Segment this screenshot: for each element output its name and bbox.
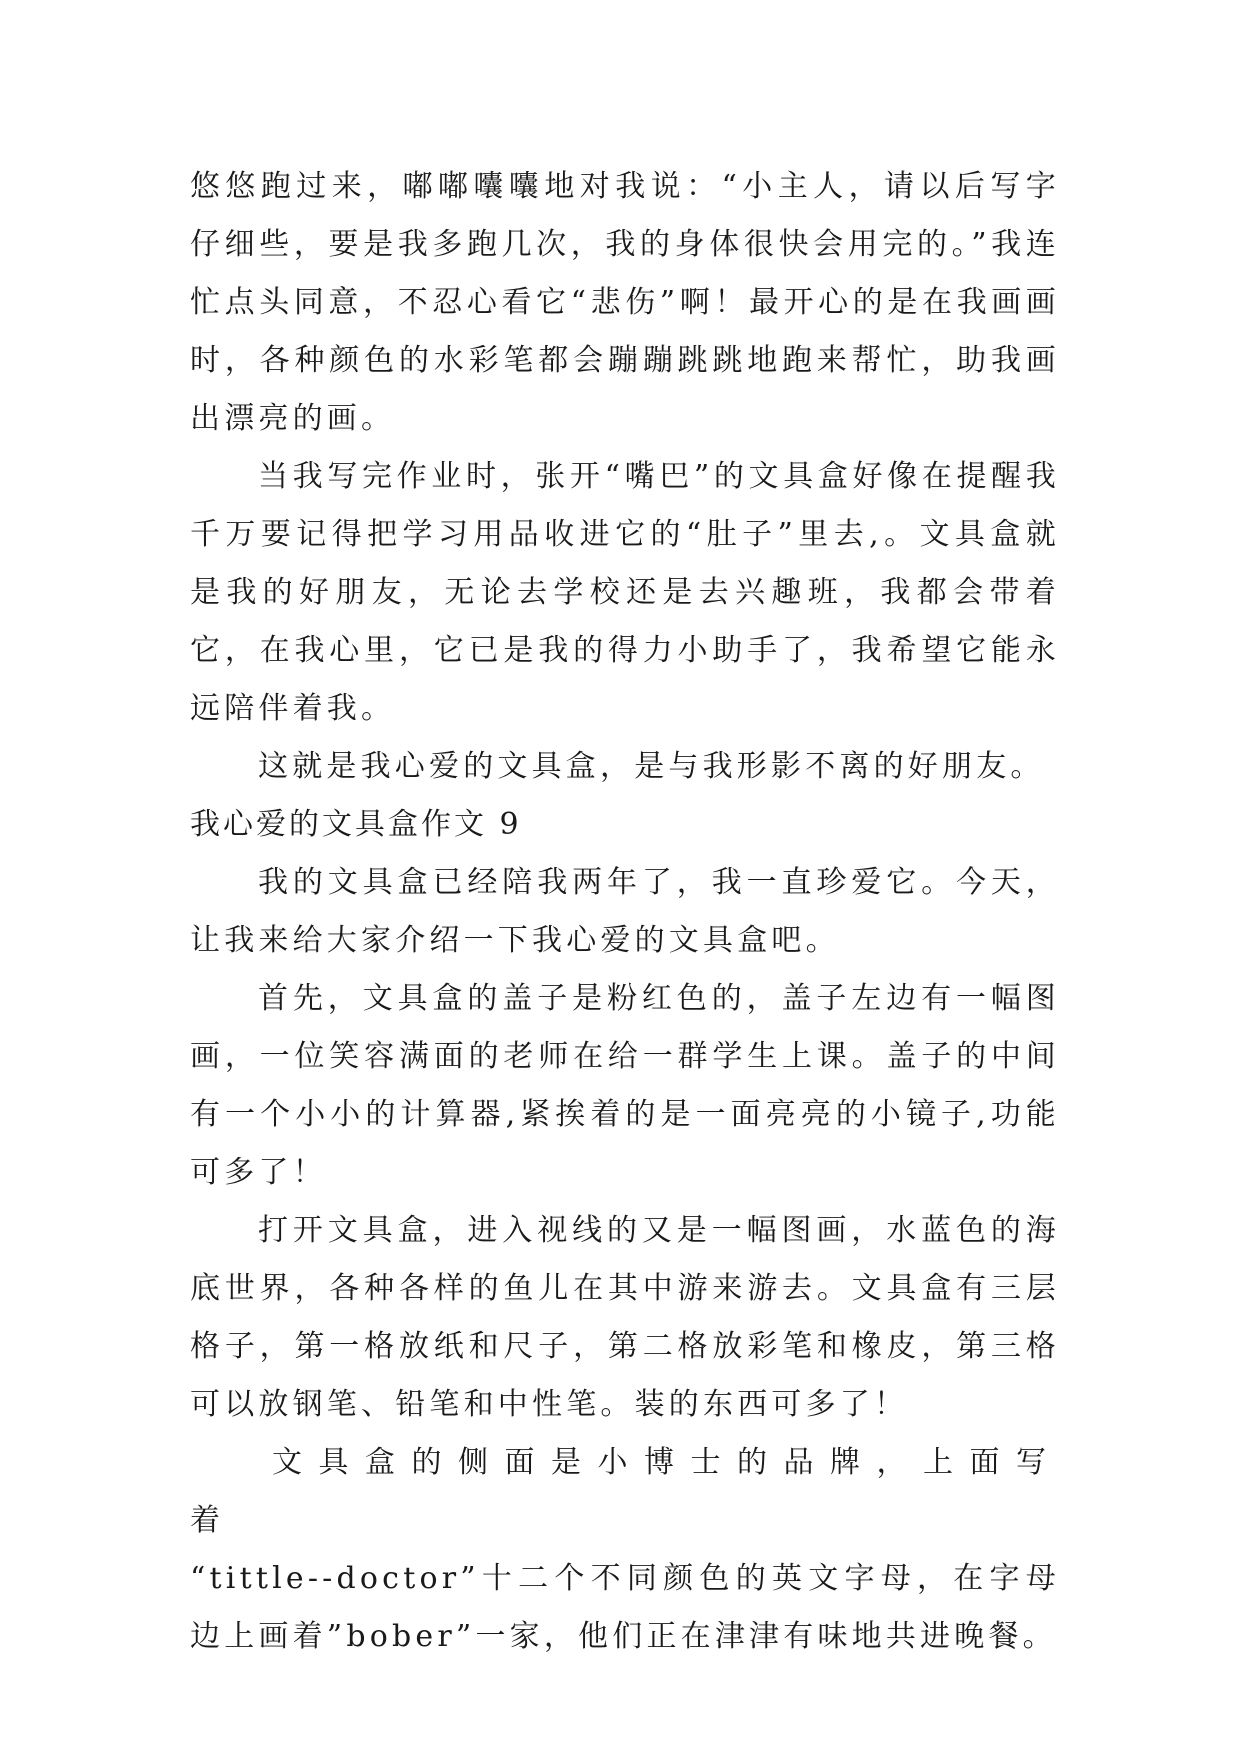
paragraph-homework: 当我写完作业时，张开“嘴巴”的文具盒好像在提醒我千万要记得把学习用品收进它的“肚子”里去,。文具盒就是我的好朋友，无论去学校还是去兴趣班，我都会带着它，在我心里，它已是我的得力小助手了，我希望它能永远陪伴着我。	[190, 459, 1060, 726]
paragraph-lid: 首先，文具盒的盖子是粉红色的，盖子左边有一幅图画，一位笑容满面的老师在给一群学生上课。盖子的中间有一个小小的计算器,紧挨着的是一面亮亮的小镜子,功能可多了！	[190, 981, 1060, 1190]
essay-title: 我心爱的文具盒作文 9	[190, 807, 522, 842]
document-body	[190, 158, 1060, 1666]
paragraph-intro: 我的文具盒已经陪我两年了，我一直珍爱它。今天，让我来给大家介绍一下我心爱的文具盒吧。	[190, 865, 1060, 958]
paragraph-conclusion: 这就是我心爱的文具盒，是与我形影不离的好朋友。	[258, 749, 1045, 784]
paragraph-inside: 打开文具盒，进入视线的又是一幅图画，水蓝色的海底世界，各种各样的鱼儿在其中游来游去。文具盒有三层格子，第一格放纸和尺子，第二格放彩笔和橡皮，第三格可以放钢笔、铅笔和中性笔。装的东西可多了！	[190, 1213, 1060, 1422]
paragraph-continuation: 悠悠跑过来，嘟嘟囔囔地对我说：“小主人，请以后写字仔细些，要是我多跑几次，我的身体很快会用完的。”我连忙点头同意，不忍心看它“悲伤”啊！最开心的是在我画画时，各种颜色的水彩笔都会蹦蹦跳跳地跑来帮忙，助我画出漂亮的画。	[190, 169, 1060, 436]
paragraph-side-line1: 文具盒的侧面是小博士的品牌，上面写着	[190, 1445, 1060, 1538]
paragraph-side-rest: “tittle--doctor”十二个不同颜色的英文字母，在字母边上画着”bober”一家，他们正在津津有味地共进晚餐。	[190, 1561, 1060, 1654]
